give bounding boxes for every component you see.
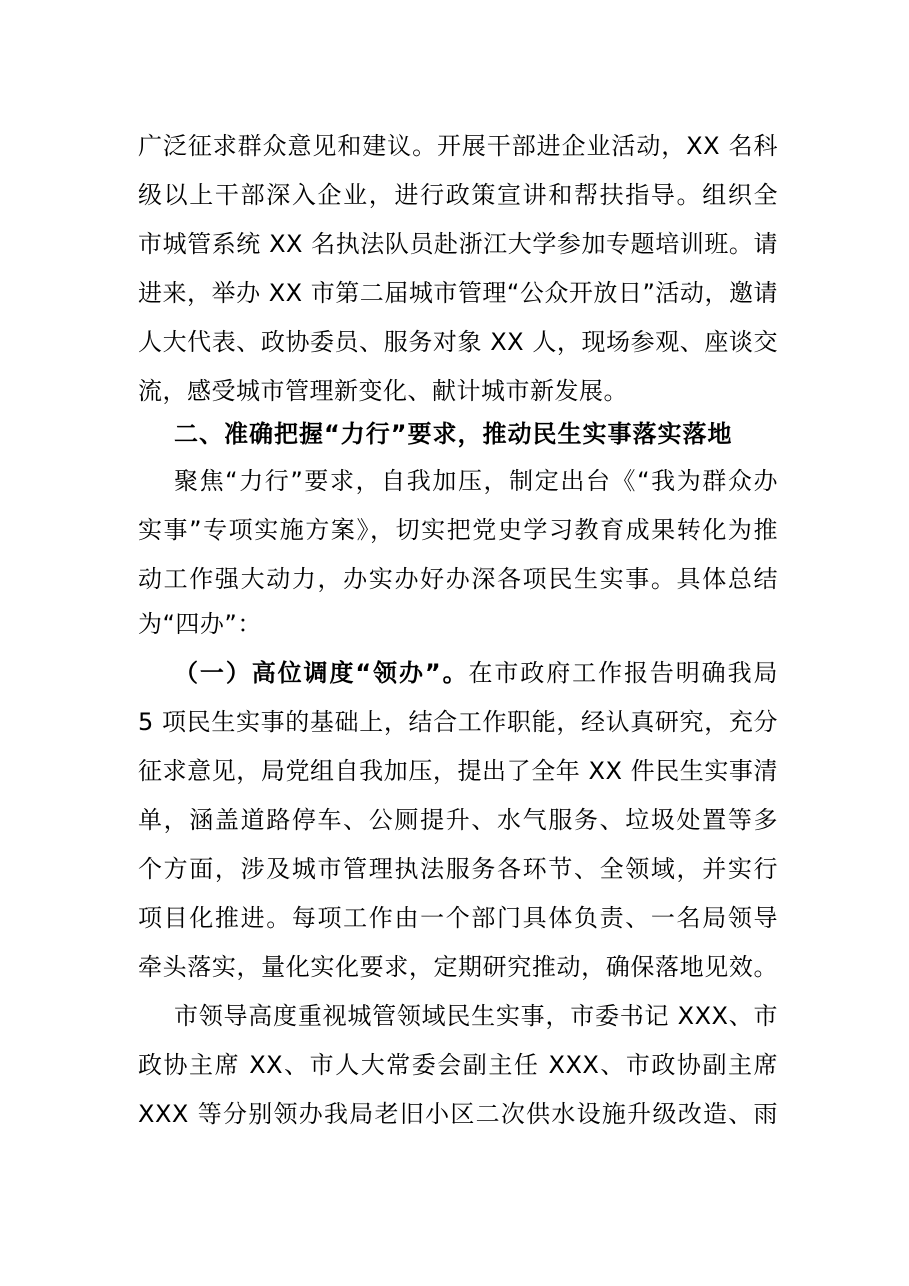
paragraph-4-line-2: 政协主席 XX、市人大常委会副主任 XXX、市政协副主席 — [138, 1051, 778, 1079]
paragraph-2-line-4: 为“四办”： — [138, 610, 262, 638]
paragraph-3-line-6: 项目化推进。每项工作由一个部门具体负责、一名局领导 — [138, 904, 778, 932]
paragraph-1-line-6: 流，感受城市管理新变化、献计城市新发展。 — [138, 377, 628, 405]
paragraph-1-line-1: 广泛征求群众意见和建议。开展干部进企业活动，XX 名科 — [138, 132, 778, 160]
paragraph-2-line-3: 动工作强大动力，办实办好办深各项民生实事。具体总结 — [138, 565, 778, 593]
paragraph-3-line-7: 牵头落实，量化实化要求，定期研究推动，确保落地见效。 — [138, 953, 778, 981]
paragraph-3-line-1-text: 在市政府工作报告明确我局 — [468, 659, 779, 687]
paragraph-4-line-3: XXX 等分别领办我局老旧小区二次供水设施升级改造、雨 — [138, 1100, 778, 1128]
section-heading: 二、准确把握“力行”要求，推动民生实事落实落地 — [174, 420, 733, 448]
paragraph-3-line-4: 单，涵盖道路停车、公厕提升、水气服务、垃圾处置等多 — [138, 806, 778, 834]
subheading-lingban: （一）高位调度“领办”。 — [174, 659, 469, 687]
paragraph-3-line-1 — [174, 653, 778, 693]
paragraph-3-line-3: 征求意见，局党组自我加压，提出了全年 XX 件民生实事清 — [138, 757, 778, 785]
paragraph-1-line-5: 人大代表、政协委员、服务对象 XX 人，现场参观、座谈交 — [138, 328, 778, 356]
paragraph-2-line-2: 实事”专项实施方案》，切实把党史学习教育成果转化为推 — [138, 516, 778, 544]
paragraph-1-line-4: 进来，举办 XX 市第二届城市管理“公众开放日”活动，邀请 — [138, 279, 778, 307]
paragraph-3-line-2: 5 项民生实事的基础上，结合工作职能，经认真研究，充分 — [138, 708, 778, 736]
paragraph-1-line-3: 市城管系统 XX 名执法队员赴浙江大学参加专题培训班。请 — [138, 230, 778, 258]
paragraph-3-line-5: 个方面，涉及城市管理执法服务各环节、全领域，并实行 — [138, 855, 778, 883]
paragraph-1-line-2: 级以上干部深入企业，进行政策宣讲和帮扶指导。组织全 — [138, 181, 778, 209]
paragraph-4-line-1: 市领导高度重视城管领域民生实事，市委书记 XXX、市 — [174, 1002, 778, 1030]
paragraph-2-line-1: 聚焦“力行”要求，自我加压，制定出台《“我为群众办 — [174, 467, 778, 495]
